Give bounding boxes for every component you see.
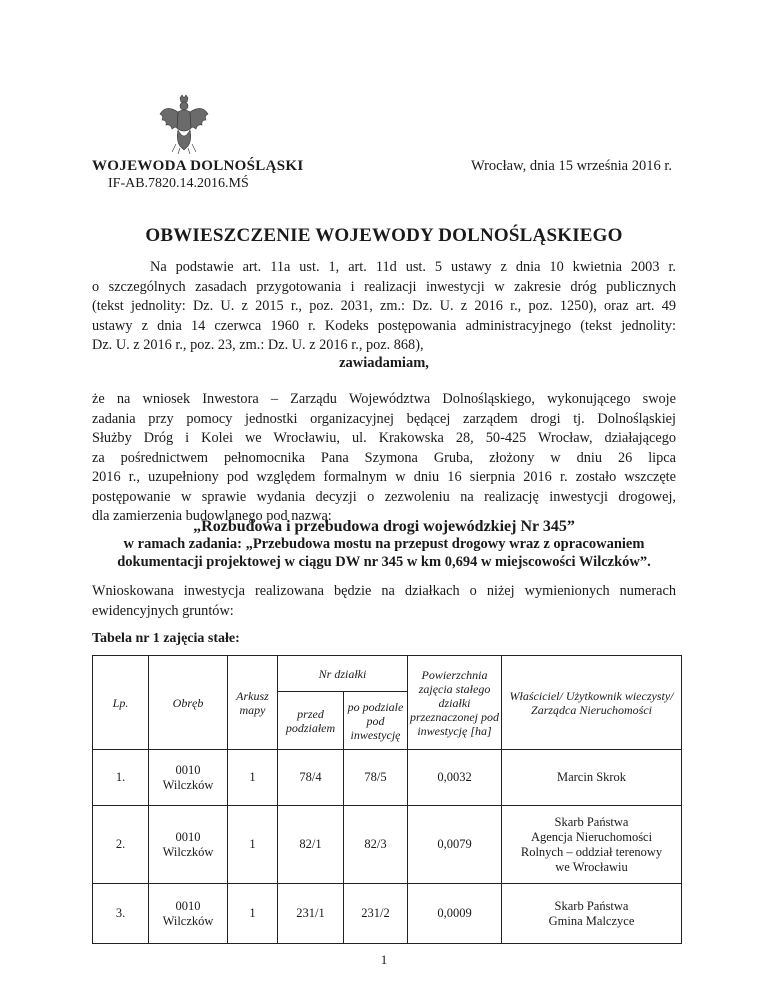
text-line: o szczególnych zasadach przygotowania i realizacji inwestycji w zakresie dróg publicznych [92, 278, 676, 295]
header-powierzchnia: Powierzchnia zajęcia stałego działki przeznaczonej pod inwestycję [ha] [408, 656, 502, 750]
project-task-line: dokumentacji projektowej w ciągu DW nr 345 w km 0,694 w miejscowości Wilczków”. [117, 554, 651, 570]
issuer-name: WOJEWODA DOLNOŚLĄSKI [92, 158, 304, 174]
cell-powierzchnia: 0,0032 [408, 750, 502, 806]
cell-przed: 82/1 [278, 806, 344, 884]
owner-line: Agencja Nieruchomości [530, 829, 653, 844]
header-arkusz: Arkusz mapy [228, 656, 278, 750]
text-line: ustawy z dnia 14 czerwca 1960 r. Kodeks postępowania administracyjnego (tekst jednolity: [92, 317, 676, 334]
cell-powierzchnia: 0,0009 [408, 884, 502, 944]
obreb-code: 0010 [175, 898, 201, 913]
table-row [93, 806, 682, 884]
project-task [0, 535, 768, 571]
cell-obreb [149, 884, 228, 944]
cell-lp: 3. [93, 884, 149, 944]
text-line: za pośrednictwem pełnomocnika Pana Szymona Gruba, złożony w dniu 26 lipca [92, 449, 676, 466]
obreb-code: 0010 [175, 829, 201, 844]
text-line: dla zamierzenia budowlanego pod nazwą: [92, 508, 332, 524]
cell-po: 82/3 [344, 806, 408, 884]
header-po: po podziale pod inwestycję [344, 692, 408, 750]
cell-obreb [149, 806, 228, 884]
text-line: Na podstawie art. 11a ust. 1, art. 11d ust. 5 ustawy z dnia 10 kwietnia 2003 r. [150, 259, 676, 275]
cell-przed: 231/1 [278, 884, 344, 944]
text-line: zadania przy pomocy jednostki organizacyjnej będącej zarządem drogi tj. Dolnośląskiej [92, 410, 676, 427]
cell-po: 231/2 [344, 884, 408, 944]
application-paragraph [92, 390, 676, 527]
obreb-name: Wilczków [162, 844, 214, 859]
table-row [93, 750, 682, 806]
parcels-table [92, 655, 682, 944]
obreb-code: 0010 [175, 762, 201, 777]
table-header-row [93, 656, 682, 692]
cell-arkusz: 1 [228, 806, 278, 884]
document-title: OBWIESZCZENIE WOJEWODY DOLNOŚLĄSKIEGO [145, 225, 623, 246]
cell-obreb [149, 750, 228, 806]
cell-po: 78/5 [344, 750, 408, 806]
header-przed: przed podziałem [278, 692, 344, 750]
owner-line: Skarb Państwa [554, 898, 629, 913]
notify-heading: zawiadamiam, [339, 355, 429, 371]
cell-arkusz: 1 [228, 750, 278, 806]
text-line: Wnioskowana inwestycja realizowana będzie na działkach o niżej wymienionych numerach [92, 583, 676, 599]
obreb-name: Wilczków [162, 913, 214, 928]
cell-przed: 78/4 [278, 750, 344, 806]
text-line: że na wniosek Inwestora – Zarządu Województwa Dolnośląskiego, wykonującego swoje [92, 391, 676, 407]
project-name: „Rozbudowa i przebudowa drogi wojewódzkiej Nr 345” [193, 518, 575, 535]
text-line: postępowanie w sprawie wydania decyzji o zezwoleniu na realizację inwestycji drogowej, [92, 488, 676, 505]
owner-line: Rolnych – oddział terenowy [520, 844, 663, 859]
legal-basis-paragraph [92, 258, 676, 356]
project-task-line: w ramach zadania: „Przebudowa mostu na przepust drogowy wraz z opracowaniem [123, 536, 645, 552]
page-number: 1 [380, 952, 388, 967]
cell-arkusz: 1 [228, 884, 278, 944]
eagle-emblem-icon [158, 94, 210, 156]
owner-line: Marcin Skrok [556, 770, 627, 784]
text-line: Dz. U. z 2016 r., poz. 23, zm.: Dz. U. z 2016 r., poz. 868), [92, 337, 424, 353]
text-line: (tekst jednolity: Dz. U. z 2015 r., poz. 2031, zm.: Dz. U. z 2016 r., poz. 1250), oraz art. 49 [92, 298, 676, 314]
header-wlasciciel: Właściciel/ Użytkownik wieczysty/ Zarządca Nieruchomości [502, 656, 682, 750]
cell-wlasciciel [502, 750, 682, 806]
reference-number: IF-AB.7820.14.2016.MŚ [108, 176, 249, 191]
owner-line: we Wrocławiu [555, 859, 628, 874]
header-lp: Lp. [93, 656, 149, 750]
cell-lp: 2. [93, 806, 149, 884]
table-row [93, 884, 682, 944]
table-caption: Tabela nr 1 zajęcia stałe: [92, 631, 240, 646]
cell-wlasciciel [502, 806, 682, 884]
header-nr-dzialki: Nr działki [278, 656, 408, 692]
cell-wlasciciel [502, 884, 682, 944]
header-obreb: Obręb [149, 656, 228, 750]
text-line: ewidencyjnych gruntów: [92, 602, 234, 619]
obreb-name: Wilczków [162, 777, 214, 792]
location-paragraph [92, 582, 676, 621]
owner-line: Gmina Malczyce [548, 913, 635, 928]
text-line: Służby Dróg i Kolei we Wrocławiu, ul. Krakowska 28, 50-425 Wrocław, działającego [92, 430, 676, 446]
place-date: Wrocław, dnia 15 września 2016 r. [470, 158, 672, 174]
cell-powierzchnia: 0,0079 [408, 806, 502, 884]
cell-lp: 1. [93, 750, 149, 806]
text-line: 2016 r., uzupełniony pod względem formalnym w dniu 16 sierpnia 2016 r. zostało wszczęte [92, 469, 676, 485]
owner-line: Skarb Państwa [554, 814, 629, 829]
